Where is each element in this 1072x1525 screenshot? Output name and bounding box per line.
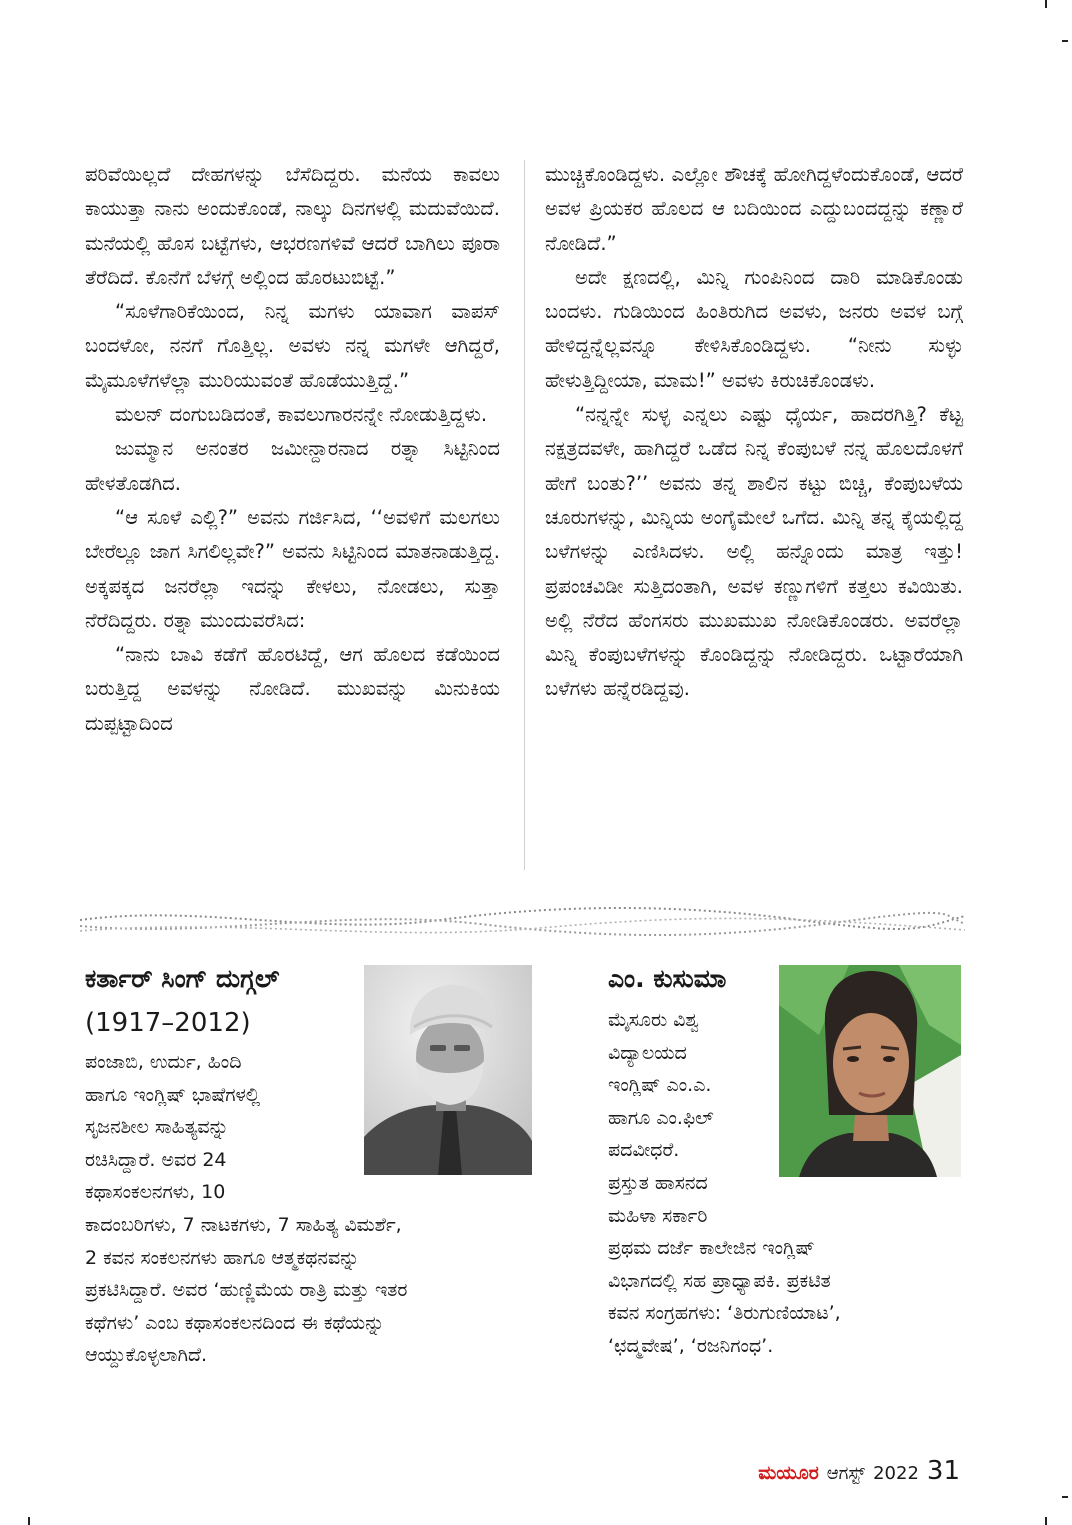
story-paragraph: “ಸೂಳೆಗಾರಿಕೆಯಿಂದ, ನಿನ್ನ ಮಗಳು ಯಾವಾಗ ವಾಪಸ್ ಬಂದಳೋ, ನನಗೆ ಗೊತ್ತಿಲ್ಲ. ಅವಳು ನನ್ನ ಮಗಳೇ ಆಗಿದ್ದರೆ, ಮೈಮೂಳೆಗಳೆಲ್ಲಾ ಮುರಿಯುವಂತೆ ಹೊಡೆಯುತ್ತಿದ್ದೆ.” xyxy=(85,300,500,392)
crop-mark xyxy=(1045,1517,1047,1525)
bio-line: ಹಾಗೂ ಇಂಗ್ಲಿಷ್ ಭಾಷೆಗಳಲ್ಲಿ xyxy=(85,1083,261,1106)
story-paragraph: ಮುಚ್ಚಿಕೊಂಡಿದ್ದಳು. ಎಲ್ಲೋ ಶೌಚಕ್ಕೆ ಹೋಗಿದ್ದಳೆಂದುಕೊಂಡೆ, ಆದರೆ ಅವಳ ಪ್ರಿಯಕರ ಹೊಲದ ಆ ಬದಿಯಿಂದ ಎದ್ದುಬಂದದ್ದನ್ನು ಕಣ್ಣಾರೆ ನೋಡಿದೆ.” xyxy=(545,163,963,255)
dotted-wave-divider xyxy=(80,898,965,948)
crop-mark xyxy=(1062,1496,1068,1498)
author-years: (1917–2012) xyxy=(85,1008,251,1038)
story-paragraph: “ನಾನು ಬಾವಿ ಕಡೆಗೆ ಹೊರಟಿದ್ದೆ, ಆಗ ಹೊಲದ ಕಡೆಯಿಂದ ಬರುತ್ತಿದ್ದ ಅವಳನ್ನು ನೋಡಿದೆ. ಮುಖವನ್ನು ಮಿನುಕಿಯ ದುಪ್ಪಟ್ಟಾದಿಂದ xyxy=(85,643,500,735)
crop-mark xyxy=(1062,40,1068,42)
bio-line: ಕಾದಂಬರಿಗಳು, 7 ನಾಟಕಗಳು, 7 ಸಾಹಿತ್ಯ ವಿಮರ್ಶೆ, xyxy=(85,1213,402,1236)
bio-line: ಕವನ ಸಂಗ್ರಹಗಳು: ‘ತಿರುಗುಣಿಯಾಟ’, xyxy=(608,1302,841,1325)
author-name: ಕರ್ತಾರ್ ಸಿಂಗ್ ದುಗ್ಗಲ್ xyxy=(85,964,280,993)
bio-line: ವಿದ್ಯಾಲಯದ xyxy=(608,1041,687,1064)
bio-line: ರಚಿಸಿದ್ದಾರೆ. ಅವರ 24 xyxy=(85,1148,227,1171)
story-column-left xyxy=(85,158,500,741)
story-paragraph: ಅದೇ ಕ್ಷಣದಲ್ಲಿ, ಮಿನ್ನಿ ಗುಂಪಿನಿಂದ ದಾರಿ ಮಾಡಿಕೊಂಡು ಬಂದಳು. ಗುಡಿಯಿಂದ ಹಿಂತಿರುಗಿದ ಅವಳು, ಜನರು ಅವಳ ಬಗ್ಗೆ ಹೇಳಿದ್ದನ್ನೆಲ್ಲವನ್ನೂ ಕೇಳಿಸಿಕೊಂಡಿದ್ದಳು. “ನೀನು ಸುಳ್ಳು ಹೇಳುತ್ತಿದ್ದೀಯಾ, ಮಾಮ!” ಅವಳು ಕಿರುಚಿಕೊಂಡಳು. xyxy=(545,265,963,392)
bio-line: ಪ್ರಥಮ ದರ್ಜೆ ಕಾಲೇಜಿನ ಇಂಗ್ಲಿಷ್ xyxy=(608,1237,815,1260)
bio-line: ಪ್ರಕಟಿಸಿದ್ದಾರೆ. ಅವರ ‘ಹುಣ್ಣಿಮೆಯ ರಾತ್ರಿ ಮತ್ತು ಇತರ xyxy=(85,1279,408,1302)
bio-line: ಇಂಗ್ಲಿಷ್ ಎಂ.ಎ. xyxy=(608,1074,712,1097)
crop-mark xyxy=(28,1517,30,1525)
bio-line: ಮೈಸೂರು ವಿಶ್ವ xyxy=(608,1009,700,1031)
bio-line: ಆಯ್ದುಕೊಳ್ಳಲಾಗಿದೆ. xyxy=(85,1344,208,1367)
bio-line: ‘ಛದ್ಮವೇಷ’, ‘ರಜನಿಗಂಧ’. xyxy=(608,1334,774,1357)
bio-line: ಕಥಾಸಂಕಲನಗಳು, 10 xyxy=(85,1181,226,1204)
issue-year: 2022 xyxy=(873,1463,919,1484)
story-paragraph: “ನನ್ನನ್ನೇ ಸುಳ್ಳ ಎನ್ನಲು ಎಷ್ಟು ಧೈರ್ಯ, ಹಾದರಗಿತ್ತಿ? ಕೆಟ್ಟ ನಕ್ಷತ್ರದವಳೇ, ಹಾಗಿದ್ದರೆ ಒಡೆದ ನಿನ್ನ ಕೆಂಪುಬಳೆ ನನ್ನ ಹೊಲದೊಳಗೆ ಹೇಗೆ ಬಂತು?’’ ಅವನು ತನ್ನ ಶಾಲಿನ ಕಟ್ಟು ಬಿಚ್ಚಿ, ಕೆಂಪುಬಳೆಯ ಚೂರುಗಳನ್ನು, ಮಿನ್ನಿಯ ಅಂಗೈಮೇಲೆ ಒಗೆದ. ಮಿನ್ನಿ ತನ್ನ ಕೈಯಲ್ಲಿದ್ದ ಬಳೆಗಳನ್ನು ಎಣಿಸಿದಳು. ಅಲ್ಲಿ ಹನ್ನೊಂದು ಮಾತ್ರ ಇತ್ತು! ಪ್ರಪಂಚವಿಡೀ ಸುತ್ತಿದಂತಾಗಿ, ಅವಳ ಕಣ್ಣುಗಳಿಗೆ ಕತ್ತಲು ಕವಿಯಿತು. ಅಲ್ಲಿ ನೆರೆದ ಹೆಂಗಸರು ಮುಖಮುಖ ನೋಡಿಕೊಂಡರು. ಅವರೆಲ್ಲಾ ಮಿನ್ನಿ ಕೆಂಪುಬಳೆಗಳನ್ನು ಕೊಂಡಿದ್ದನ್ನು ನೋಡಿದ್ದರು. ಒಟ್ಟಾರೆಯಾಗಿ ಬಳೆಗಳು ಹನ್ನೆರಡಿದ್ದವು. xyxy=(545,403,963,701)
bio-line: 2 ಕವನ ಸಂಕಲನಗಳು ಹಾಗೂ ಆತ್ಮಕಥನವನ್ನು xyxy=(85,1246,360,1269)
issue-month: ಆಗಸ್ಟ್ xyxy=(826,1463,866,1484)
story-paragraph: “ಆ ಸೂಳೆ ಎಲ್ಲಿ?” ಅವನು ಗರ್ಜಿಸಿದ, ‘‘ಅವಳಿಗೆ ಮಲಗಲು ಬೇರೆಲ್ಲೂ ಜಾಗ ಸಿಗಲಿಲ್ಲವೇ?” ಅವನು ಸಿಟ್ಟಿನಿಂದ ಮಾತನಾಡುತ್ತಿದ್ದ. ಅಕ್ಕಪಕ್ಕದ ಜನರೆಲ್ಲಾ ಇದನ್ನು ಕೇಳಲು, ನೋಡಲು, ಸುತ್ತಾ ನೆರೆದಿದ್ದರು. ರತ್ನಾ ಮುಂದುವರೆಸಿದ: xyxy=(85,505,500,632)
magazine-name: ಮಯೂರ xyxy=(758,1462,819,1484)
page-footer xyxy=(758,1456,960,1486)
story-paragraph: ಪರಿವೆಯಿಲ್ಲದೆ ದೇಹಗಳನ್ನು ಬೆಸೆದಿದ್ದರು. ಮನೆಯ ಕಾವಲು ಕಾಯುತ್ತಾ ನಾನು ಅಂದುಕೊಂಡೆ, ನಾಲ್ಕು ದಿನಗಳಲ್ಲಿ ಮದುವೆಯಿದೆ. ಮನೆಯಲ್ಲಿ ಹೊಸ ಬಟ್ಟೆಗಳು, ಆಭರಣಗಳಿವೆ ಆದರೆ ಬಾಗಿಲು ಪೂರಾ ತೆರೆದಿದೆ. ಕೊನೆಗೆ ಬೆಳಗ್ಗೆ ಅಲ್ಲಿಂದ ಹೊರಟುಬಿಟ್ಟೆ.” xyxy=(85,163,500,289)
crop-mark xyxy=(1045,0,1047,8)
bio-line: ಪದವೀಧರೆ. xyxy=(608,1139,680,1162)
translator-photo xyxy=(779,965,961,1177)
bio-line: ಹಾಗೂ ಎಂ.ಫಿಲ್ xyxy=(608,1106,714,1129)
bio-line: ಸೃಜನಶೀಲ ಸಾಹಿತ್ಯವನ್ನು xyxy=(85,1116,229,1139)
story-paragraph: ಜುಮ್ಮಾನ ಅನಂತರ ಜಮೀನ್ದಾರನಾದ ರತ್ನಾ ಸಿಟ್ಟಿನಿಂದ ಹೇಳತೊಡಗಿದ. xyxy=(85,437,500,495)
bio-line: ಪಂಜಾಬಿ, ಉರ್ದು, ಹಿಂದಿ xyxy=(85,1051,242,1073)
column-divider xyxy=(524,160,525,870)
story-paragraph: ಮಲನ್ ದಂಗುಬಡಿದಂತೆ, ಕಾವಲುಗಾರನನ್ನೇ ನೋಡುತ್ತಿದ್ದಳು. xyxy=(115,403,488,427)
story-column-right xyxy=(545,158,963,707)
author-photo xyxy=(364,965,532,1175)
bio-line: ವಿಭಾಗದಲ್ಲಿ ಸಹ ಪ್ರಾಧ್ಯಾಪಕಿ. ಪ್ರಕಟಿತ xyxy=(608,1269,831,1292)
translator-name: ಎಂ. ಕುಸುಮಾ xyxy=(608,964,727,993)
bio-line: ಮಹಿಳಾ ಸರ್ಕಾರಿ xyxy=(608,1204,708,1227)
bio-line: ಕಥೆಗಳು’ ಎಂಬ ಕಥಾಸಂಕಲನದಿಂದ ಈ ಕಥೆಯನ್ನು xyxy=(85,1311,385,1334)
bio-line: ಪ್ರಸ್ತುತ ಹಾಸನದ xyxy=(608,1171,708,1194)
page-number: 31 xyxy=(926,1456,960,1486)
